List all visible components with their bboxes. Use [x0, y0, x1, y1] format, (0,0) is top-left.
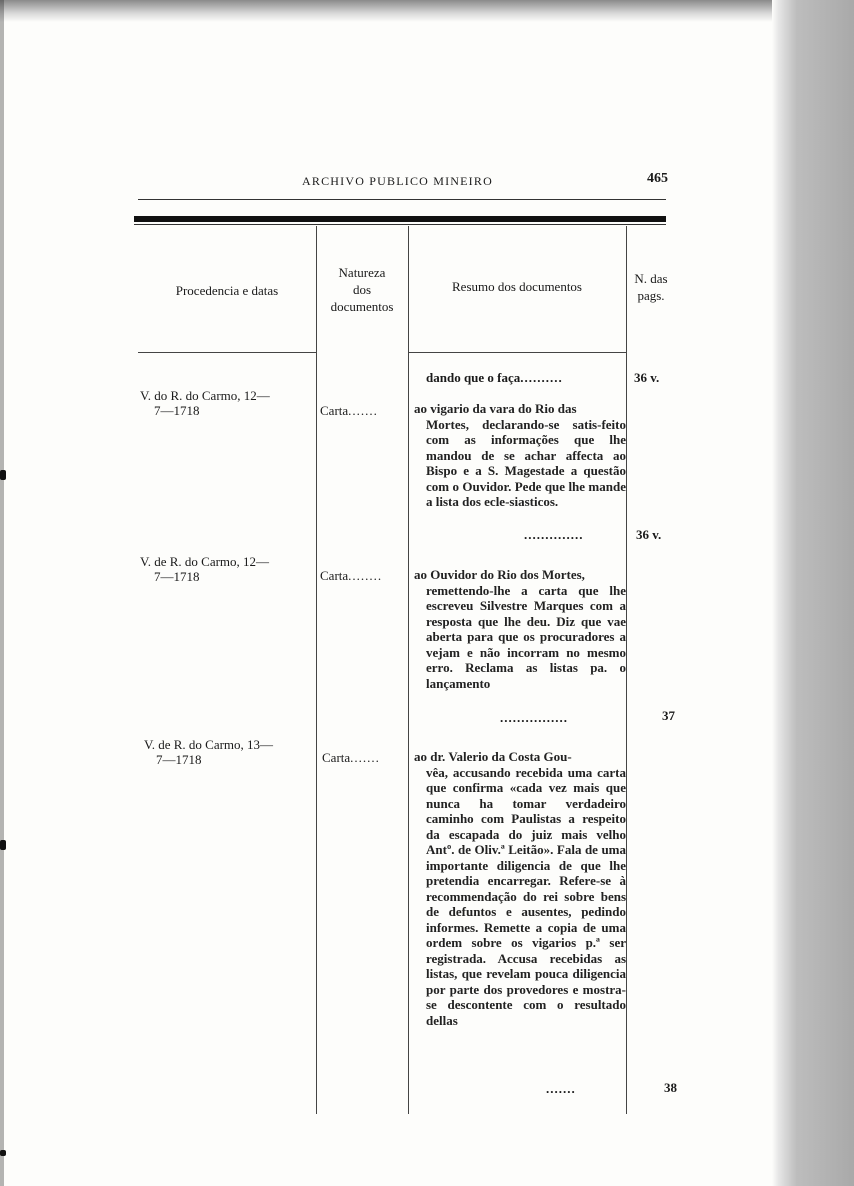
header-bottom-rule — [138, 352, 316, 353]
continuation-text: dando que o faça.......... — [426, 370, 563, 385]
margin-mark — [0, 840, 6, 850]
table-top-rule-thin — [134, 224, 666, 225]
procedencia-line: 7—1718 — [154, 569, 200, 584]
page-ref: 38 — [664, 1080, 677, 1095]
page-ref: 37 — [662, 708, 675, 723]
natureza-cell: Carta....... — [322, 750, 380, 765]
procedencia-line: 7—1718 — [154, 403, 200, 418]
column-header-natureza: Natureza dos documentos — [330, 265, 394, 314]
column-header-pags: N. das pags. — [634, 271, 668, 303]
header-rule — [138, 199, 666, 200]
column-divider — [626, 226, 627, 1114]
procedencia-line: V. do R. do Carmo, 12— — [140, 388, 270, 403]
column-header-resumo: Resumo dos documentos — [452, 279, 582, 294]
dot-leader: ................ — [500, 710, 568, 725]
procedencia-line: 7—1718 — [156, 752, 202, 767]
resumo-cell: ao dr. Valerio da Costa Gou- vêa, accusando recebida uma carta que confirma «cada vez mais que nunca ha tomar verdadeiro caminho com Paulistas a respeito da escapada do juiz mais velho Antº. de Oliv.ª Leitão». Fala de uma importante diligencia de que lhe pretendia encarregar. Refere-se à recommendação do rei sobre bens de defuntos e ausentes, pedindo informes. Remette a copia de uma ordem sobre os vigarios p.ª ser registrada. Accusa recebidas as listas, que revelam pouca diligencia por parte dos provedores e mostra-se descontente com o resultado dellas — [414, 749, 626, 1028]
resumo-cell: ao vigario da vara do Rio das Mortes, declarando-se satis-feito com as informações que lhe mandou de se achar affecta ao Bispo e a S. Magestade a questão com o Ouvidor. Pede que lhe mande a lista dos ecle-siasticos. — [414, 401, 626, 509]
natureza-cell: Carta....... — [320, 403, 378, 418]
scan-edge-left — [0, 0, 4, 1186]
procedencia-line: V. de R. do Carmo, 13— — [144, 737, 274, 752]
dot-leader: .............. — [524, 527, 584, 542]
column-divider — [316, 226, 317, 1114]
resumo-cell: ao Ouvidor do Rio dos Mortes, remettendo-lhe a carta que lhe escreveu Silvestre Marques com a resposta que lhe deu. Diz que vae aberta para que os procuradores a vejam e não incorram no mesmo erro. Reclama as listas pa. o lançamento — [414, 567, 626, 691]
page-ref: 36 v. — [636, 527, 662, 542]
header-bottom-rule — [408, 352, 626, 353]
page-number: 465 — [647, 171, 668, 186]
scan-edge-right — [772, 0, 854, 1186]
column-divider — [408, 226, 409, 1114]
procedencia-line: V. de R. do Carmo, 12— — [140, 554, 270, 569]
natureza-cell: Carta........ — [320, 568, 383, 583]
dot-leader: ....... — [546, 1081, 576, 1096]
scan-edge-top — [0, 0, 854, 22]
table-top-rule — [134, 216, 666, 222]
margin-mark — [0, 470, 6, 480]
margin-mark — [0, 1150, 6, 1156]
running-head: ARCHIVO PUBLICO MINEIRO — [302, 174, 493, 188]
column-header-procedencia: Procedencia e datas — [175, 283, 279, 298]
page-ref: 36 v. — [634, 370, 660, 385]
